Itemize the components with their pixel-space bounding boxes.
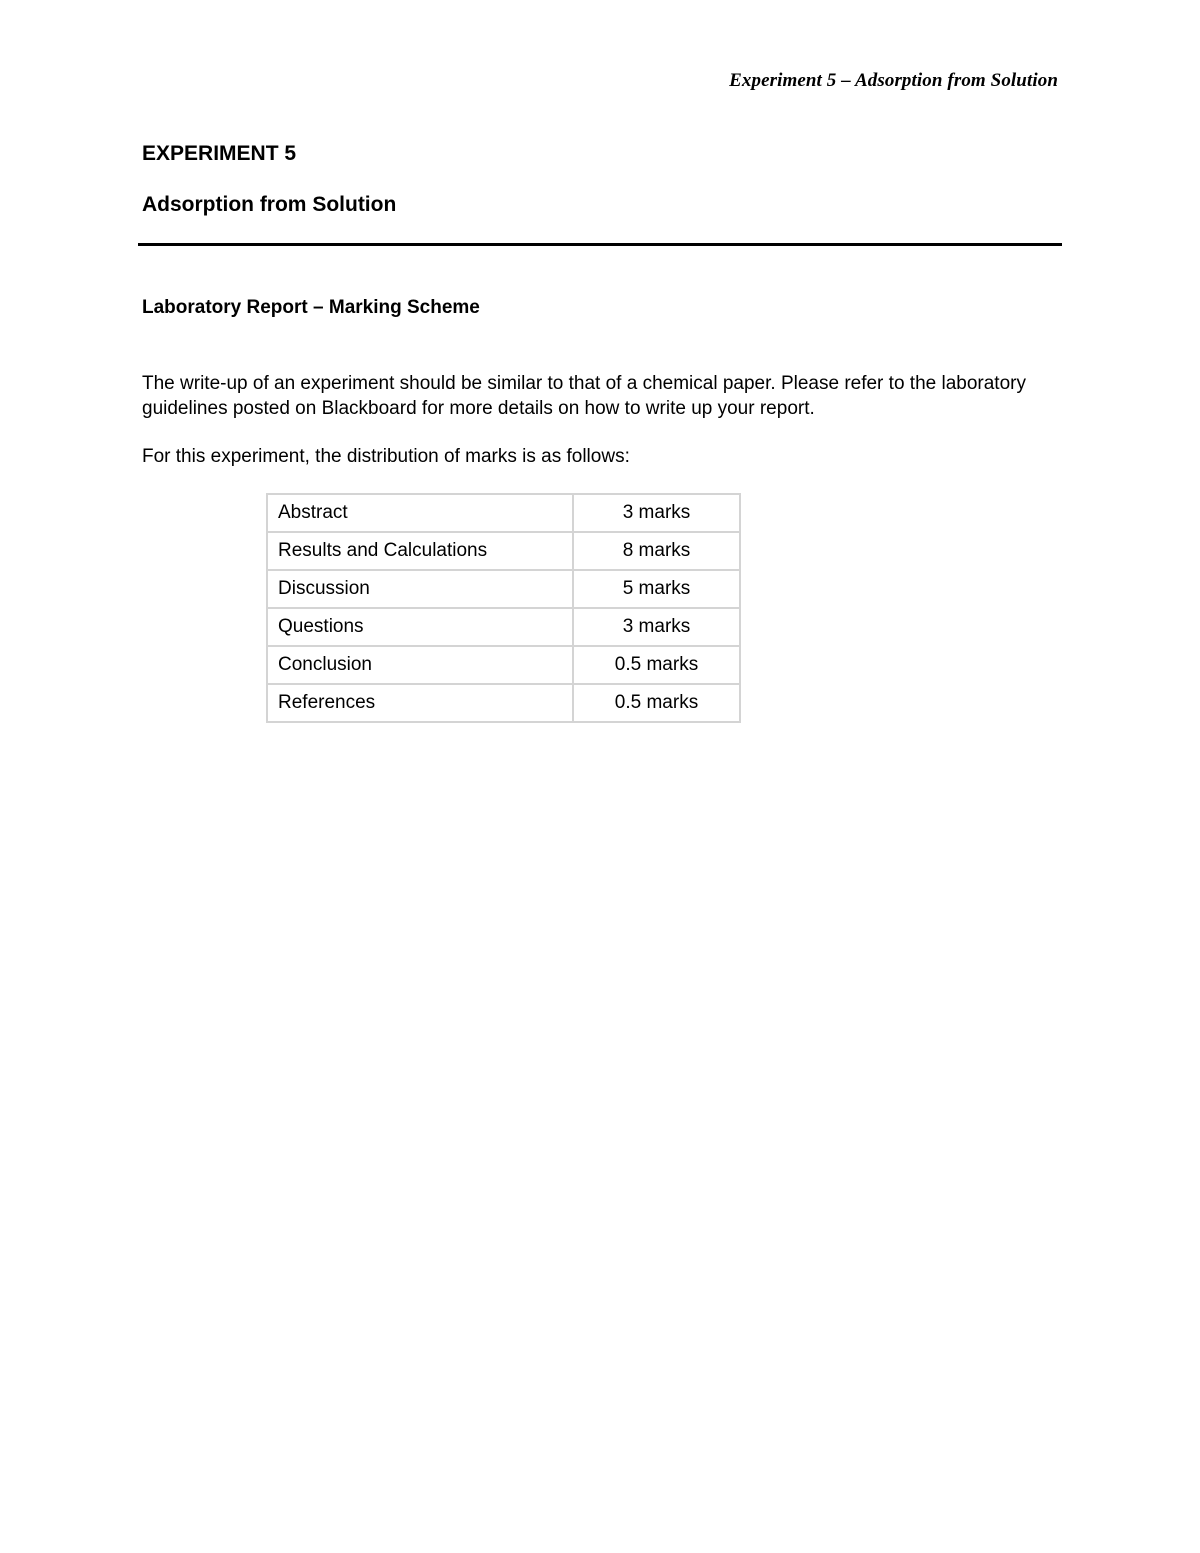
section-title: Laboratory Report – Marking Scheme bbox=[142, 297, 480, 318]
table-cell-marks: 8 marks bbox=[573, 532, 740, 570]
title-divider bbox=[138, 243, 1062, 246]
table-cell-marks: 3 marks bbox=[573, 608, 740, 646]
table-cell-part: Conclusion bbox=[267, 646, 573, 684]
table-cell-marks: 0.5 marks bbox=[573, 646, 740, 684]
table-cell-marks: 0.5 marks bbox=[573, 684, 740, 722]
table-cell-part: Results and Calculations bbox=[267, 532, 573, 570]
marks-table bbox=[266, 493, 741, 723]
experiment-number: EXPERIMENT 5 bbox=[142, 142, 297, 165]
table-row bbox=[267, 608, 740, 646]
table-cell-part: References bbox=[267, 684, 573, 722]
table-row bbox=[267, 646, 740, 684]
intro-paragraph: The write-up of an experiment should be similar to that of a chemical paper. Please refer to the laboratory guidelines posted on Blackboard for more details on how to write up your report. bbox=[142, 373, 1026, 419]
table-row bbox=[267, 532, 740, 570]
experiment-title: Adsorption from Solution bbox=[142, 193, 397, 216]
table-cell-marks: 5 marks bbox=[573, 570, 740, 608]
table-row bbox=[267, 570, 740, 608]
table-row bbox=[267, 684, 740, 722]
table-cell-part: Discussion bbox=[267, 570, 573, 608]
table-cell-part: Abstract bbox=[267, 494, 573, 532]
lead-sentence: For this experiment, the distribution of marks is as follows: bbox=[142, 446, 630, 467]
table-row bbox=[267, 494, 740, 532]
table-cell-marks: 3 marks bbox=[573, 494, 740, 532]
table-cell-part: Questions bbox=[267, 608, 573, 646]
running-header: Experiment 5 – Adsorption from Solution bbox=[729, 70, 1058, 91]
